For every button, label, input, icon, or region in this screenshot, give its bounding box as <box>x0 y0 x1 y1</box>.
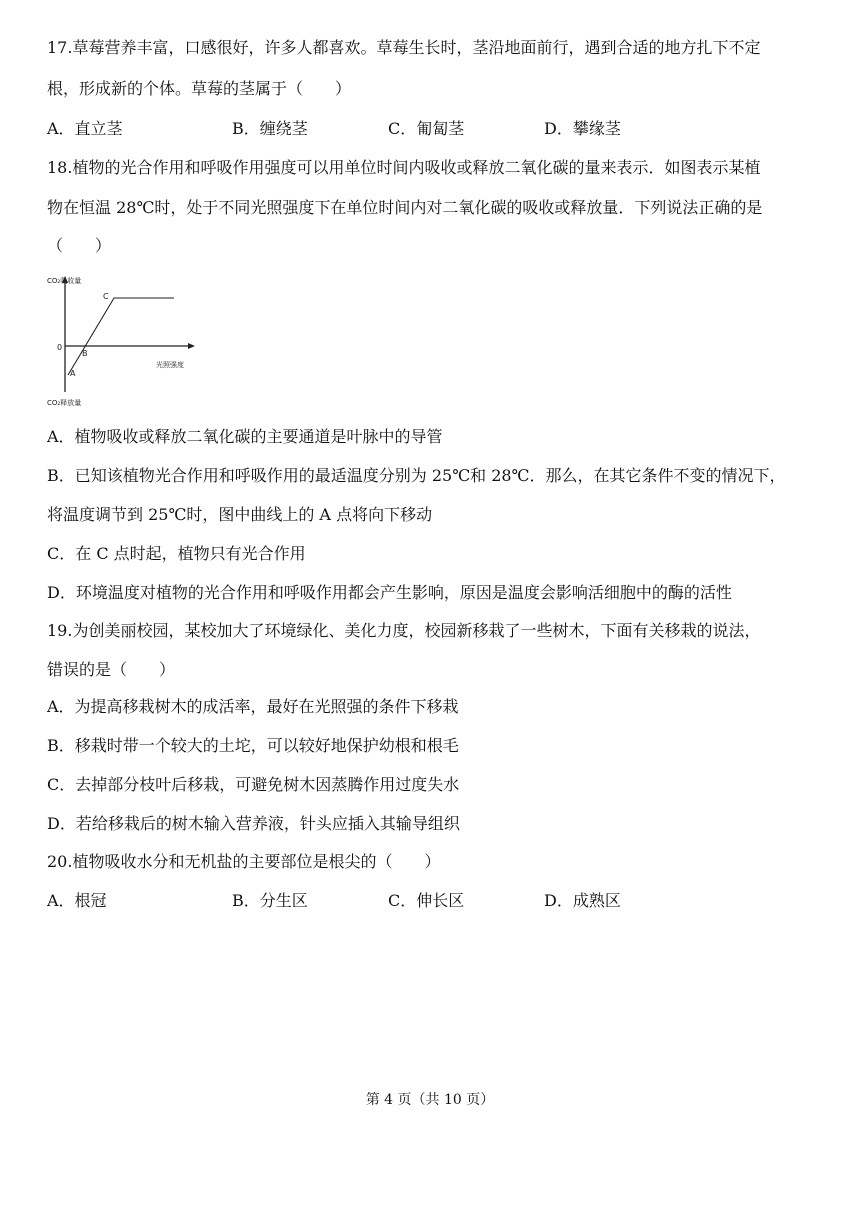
q17-option-a: A．直立茎 <box>47 119 123 138</box>
q18-stem-line1: 18.植物的光合作用和呼吸作用强度可以用单位时间内吸收或释放二氧化碳的量来表示．如图表示某植 <box>47 158 761 177</box>
q17-option-d: D．攀缘茎 <box>544 119 621 138</box>
q19-stem-line2: 错误的是（ ） <box>47 660 176 679</box>
point-c-label: C <box>103 292 109 301</box>
q20-option-b: B．分生区 <box>232 891 308 910</box>
q17-options <box>47 119 827 139</box>
q18-option-b-line2: 将温度调节到 25℃时，图中曲线上的 A 点将向下移动 <box>47 505 433 524</box>
origin-label: 0 <box>57 343 63 352</box>
point-b-label: B <box>82 349 88 358</box>
q18-stem-line3: （ ） <box>47 236 112 255</box>
q20-option-a: A．根冠 <box>47 891 107 910</box>
point-a-label: A <box>70 369 76 378</box>
y-top-label: CO₂吸收量 <box>47 277 82 285</box>
q19-stem-line1: 19.为创美丽校园，某校加大了环境绿化、美化力度，校园新移栽了一些树木，下面有关移栽的说法， <box>47 621 761 640</box>
q17-stem-line2: 根，形成新的个体。草莓的茎属于（ ） <box>47 79 352 98</box>
q18-option-b-line1: B．已知该植物光合作用和呼吸作用的最适温度分别为 25℃和 28℃．那么，在其它条件不变的情况下， <box>47 466 786 485</box>
q20-option-d: D．成熟区 <box>544 891 621 910</box>
q20-options <box>47 891 827 911</box>
q19-option-d: D．若给移栽后的树木输入营养液，针头应插入其输导组织 <box>47 814 460 833</box>
q18-stem-line2: 物在恒温 28℃时，处于不同光照强度下在单位时间内对二氧化碳的吸收或释放量．下列说法正确的是 <box>47 198 763 217</box>
q19-option-c: C．去掉部分枝叶后移栽，可避免树木因蒸腾作用过度失水 <box>47 775 460 794</box>
co2-light-graph <box>44 272 204 412</box>
page-footer: 第 4 页（共 10 页） <box>365 1092 495 1108</box>
q18-option-a: A．植物吸收或释放二氧化碳的主要通道是叶脉中的导管 <box>47 427 443 446</box>
x-axis-label: 光照强度 <box>156 361 184 369</box>
q19-option-a: A．为提高移栽树木的成活率，最好在光照强的条件下移栽 <box>47 697 459 716</box>
q20-option-c: C．伸长区 <box>388 891 465 910</box>
q17-stem-line1: 17.草莓营养丰富，口感很好，许多人都喜欢。草莓生长时，茎沿地面前行，遇到合适的地方扎下不定 <box>47 38 761 57</box>
q17-option-b: B．缠绕茎 <box>232 119 308 138</box>
q18-option-d: D．环境温度对植物的光合作用和呼吸作用都会产生影响，原因是温度会影响活细胞中的酶的活性 <box>47 583 732 602</box>
q18-option-c: C．在 C 点时起，植物只有光合作用 <box>47 544 306 563</box>
y-bottom-label: CO₂释放量 <box>47 399 82 407</box>
q20-stem: 20.植物吸收水分和无机盐的主要部位是根尖的（ ） <box>47 852 441 871</box>
q19-option-b: B．移栽时带一个较大的土坨，可以较好地保护幼根和根毛 <box>47 736 459 755</box>
x-axis-arrow <box>188 343 195 349</box>
q17-option-c: C．匍匐茎 <box>388 119 465 138</box>
